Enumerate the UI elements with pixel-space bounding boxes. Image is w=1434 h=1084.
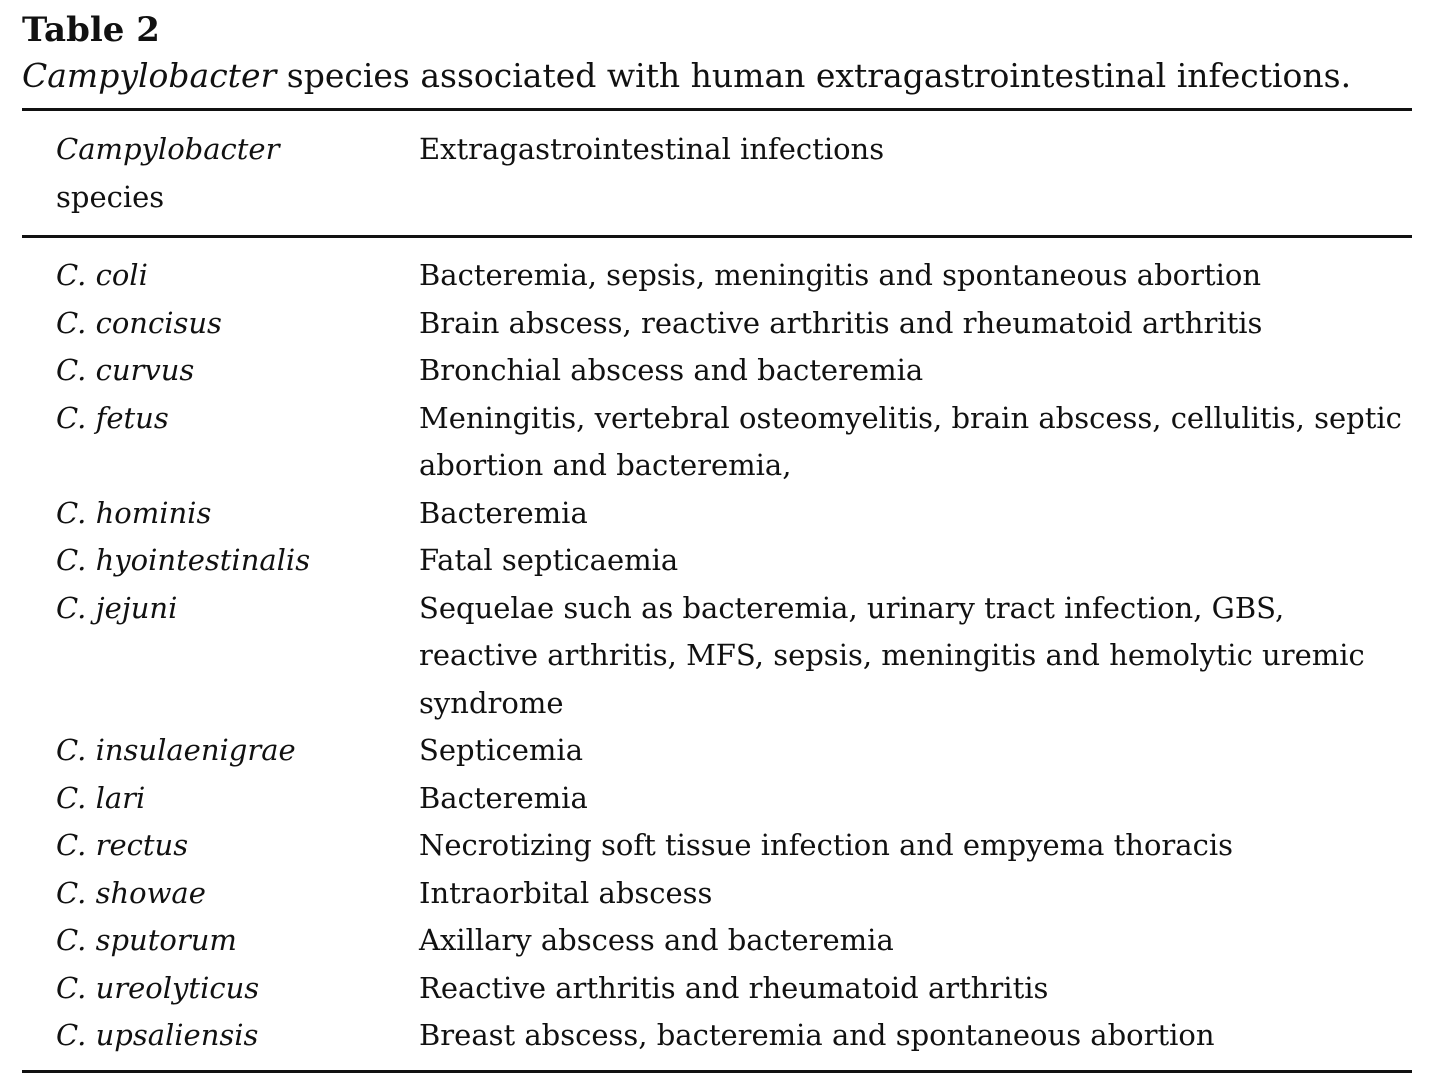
table-row xyxy=(22,965,1412,1013)
table-row xyxy=(22,870,1412,918)
table-label: Table 2 xyxy=(22,10,160,50)
caption-genus: Campylobacter xyxy=(22,56,277,95)
table-row xyxy=(22,917,1412,965)
table-caption xyxy=(22,52,1412,100)
species-cell: C. hominis xyxy=(56,495,212,530)
species-cell: C. sputorum xyxy=(56,923,237,957)
species-cell: C. lari xyxy=(56,780,146,815)
species-cell: C. curvus xyxy=(56,353,195,387)
infections-cell: Brain abscess, reactive arthritis and rheumatoid arthritis xyxy=(419,305,1263,340)
species-cell: C. concisus xyxy=(56,305,222,340)
infections-cell: Bacteremia, sepsis, meningitis and spontaneous abortion xyxy=(419,258,1262,292)
species-cell: C. rectus xyxy=(56,828,189,862)
species-cell: C. hyointestinalis xyxy=(56,543,311,577)
infections-cell: Bronchial abscess and bacteremia xyxy=(419,353,924,387)
species-cell: C. coli xyxy=(56,258,148,292)
infections-cell: Reactive arthritis and rheumatoid arthritis xyxy=(419,970,1049,1005)
caption-text: species associated with human extragastrointestinal infections. xyxy=(276,56,1352,95)
table-row xyxy=(22,727,1412,775)
header-infections: Extragastrointestinal infections xyxy=(419,132,885,166)
table-row xyxy=(22,395,1412,490)
header-species-genus: Campylobacter xyxy=(56,132,280,166)
table-row xyxy=(22,822,1412,870)
infections-cell: Breast abscess, bacteremia and spontaneous abortion xyxy=(419,1018,1215,1052)
header-species-word: species xyxy=(56,180,165,214)
table-row xyxy=(22,775,1412,823)
species-cell: C. jejuni xyxy=(56,590,178,625)
infections-cell: Septicemia xyxy=(419,733,583,767)
infections-cell: Bacteremia xyxy=(419,780,588,815)
table-row xyxy=(22,537,1412,585)
infections-cell: Bacteremia xyxy=(419,495,588,530)
table-row xyxy=(22,490,1412,538)
species-infections-table xyxy=(22,111,1412,1070)
table-body xyxy=(22,238,1412,1070)
infections-cell: Axillary abscess and bacteremia xyxy=(419,923,894,957)
infections-cell: Fatal septicaemia xyxy=(419,543,679,577)
species-cell: C. insulaenigrae xyxy=(56,733,296,767)
table-row xyxy=(22,347,1412,395)
table-row xyxy=(22,300,1412,348)
infections-cell: Intraorbital abscess xyxy=(419,875,713,910)
table-row xyxy=(22,1012,1412,1070)
infections-cell: Sequelae such as bacteremia, urinary tract infection, GBS, reactive arthritis, MFS, sepsis, meningitis and hemolytic uremic syndrome xyxy=(419,590,1365,720)
header-species xyxy=(22,111,419,235)
table-header xyxy=(22,111,1412,238)
table-figure xyxy=(22,8,1412,1073)
header-row xyxy=(22,111,1412,235)
infections-cell: Meningitis, vertebral osteomyelitis, brain abscess, cellulitis, septic abortion and bacteremia, xyxy=(419,400,1402,482)
species-cell: C. ureolyticus xyxy=(56,970,260,1005)
table-bottom-rule xyxy=(22,1070,1412,1073)
species-cell: C. upsaliensis xyxy=(56,1018,259,1052)
infections-cell: Necrotizing soft tissue infection and empyema thoracis xyxy=(419,828,1233,862)
table-row xyxy=(22,585,1412,728)
species-cell: C. showae xyxy=(56,875,206,910)
table-row xyxy=(22,238,1412,300)
species-cell: C. fetus xyxy=(56,400,169,435)
